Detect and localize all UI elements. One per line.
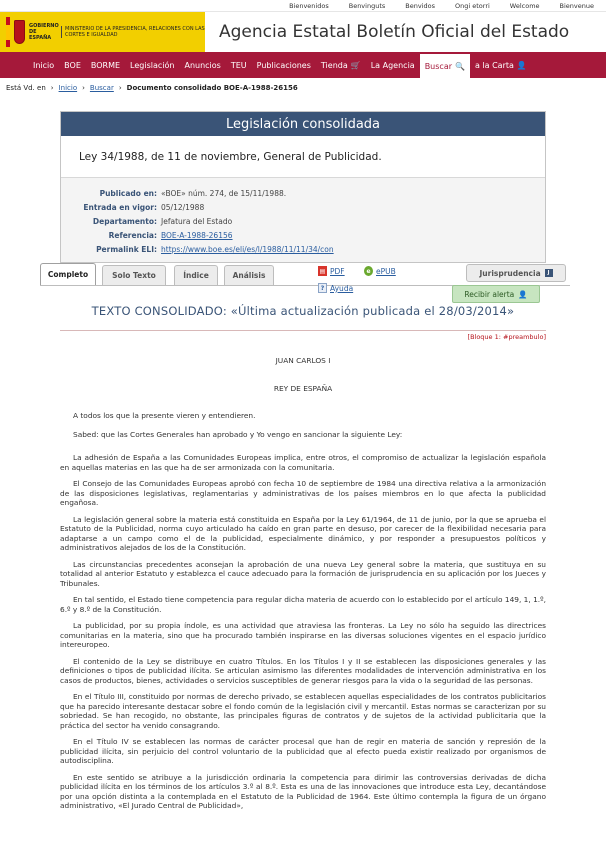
- nav-inicio[interactable]: Inicio: [33, 60, 55, 70]
- search-icon: 🔍: [455, 61, 465, 71]
- lang-fr[interactable]: Bienvenue: [559, 1, 594, 10]
- breadcrumb: [0, 80, 606, 96]
- gobierno-logo[interactable]: [0, 12, 205, 52]
- site-title[interactable]: Agencia Estatal Boletín Oficial del Estado: [219, 22, 570, 42]
- permalink-eli-link[interactable]: https://www.boe.es/eli/es/l/1988/11/11/34/con: [161, 244, 334, 254]
- referencia-link[interactable]: BOE-A-1988-26156: [161, 230, 233, 240]
- body-paragraph: La adhesión de España a las Comunidades Europeas implica, entre otros, el compromiso de actualizar la legislación española en aquellas materias en las que ha de ser armonizada con la comunitaria.: [60, 453, 546, 472]
- lang-en[interactable]: Welcome: [509, 1, 540, 10]
- jurisprudencia-label: Jurisprudencia: [479, 268, 541, 278]
- breadcrumb-buscar[interactable]: Buscar: [89, 84, 114, 92]
- body-paragraph: Las circunstancias precedentes aconsejan la aprobación de una nueva Ley general sobre la materia, que sustituya en su totalidad al anterior Estatuto y establezca el cauce adecuado para la formación de jurisprudencia en su aplicación por los Jueces y Tribunales.: [60, 559, 546, 588]
- pdf-link[interactable]: [318, 266, 345, 276]
- nav-a-la-carta-label: a la Carta: [474, 60, 514, 70]
- body-paragraph: El contenido de la Ley se distribuye en cuatro Títulos. En los Títulos I y II se establecen las disposiciones generales y las definiciones o tipos de publicidad ilícita. Se articulan asimismo las diferentes modalidades de intervención administrativa en los casos de productos, bienes, actividades o servicios susceptibles de generar riesgos para la vida o la seguridad de las personas.: [60, 656, 546, 685]
- epub-icon: e: [364, 266, 373, 276]
- nav-tienda[interactable]: [316, 52, 366, 78]
- body-paragraph: En este sentido se atribuye a la jurisdicción ordinaria la competencia para dirimir las controversias derivadas de dicha publicidad ilícita en los términos de los artículos 3.º al 8.º. Esta es una de las innovaciones que introduce esta Ley, decantándose por una opción distinta a la contemplada en el Estatuto de la Publicidad de 1964. Este último contempla la figura de un órgano administrativo, «El Jurado Central de Publicidad»,: [60, 772, 546, 810]
- recibir-alerta-label: Recibir alerta: [464, 289, 515, 299]
- jurisprudencia-button[interactable]: [466, 264, 566, 282]
- body-paragraph: El Consejo de las Comunidades Europeas aprobó con fecha 10 de septiembre de 1984 una directiva relativa a la armonización de las disposiciones legislativas, reglamentarias y administrativas de los países miembros en lo que afecta la publicidad engañosa.: [60, 479, 546, 507]
- meta-row: [61, 228, 545, 242]
- lang-eu[interactable]: Ongi etorri: [455, 1, 490, 10]
- tab-indice[interactable]: Índice: [174, 265, 218, 285]
- intro-paragraph: A todos los que la presente vieren y entendieren.: [73, 411, 256, 420]
- rey-line: REY DE ESPAÑA: [273, 383, 333, 393]
- meta-label: Permalink ELI:: [96, 244, 157, 254]
- meta-value: [161, 231, 233, 240]
- epub-link[interactable]: [364, 266, 396, 276]
- body-paragraph: En tal sentido, el Estado tiene competencia para regular dicha materia de acuerdo con lo establecido por el artículo 149, 1, 1.º, 6.º y 8.º de la Constitución.: [60, 595, 546, 614]
- ayuda-link[interactable]: [318, 283, 353, 293]
- meta-value: 05/12/1988: [161, 202, 205, 212]
- pdf-link-label[interactable]: PDF: [330, 266, 345, 276]
- meta-value: «BOE» núm. 274, de 15/11/1988.: [161, 188, 287, 198]
- meta-row: [61, 200, 545, 214]
- breadcrumb-prefix: Está Vd. en: [6, 84, 46, 92]
- nav-buscar-label: Buscar: [424, 61, 453, 71]
- nav-teu[interactable]: TEU: [230, 60, 247, 70]
- document-metadata: [61, 178, 545, 262]
- tab-completo[interactable]: Completo: [40, 263, 96, 285]
- cart-icon: 🛒: [350, 60, 361, 70]
- meta-label: Referencia:: [108, 230, 157, 240]
- language-bar: [0, 0, 606, 12]
- chevron-right-icon: ›: [82, 84, 85, 92]
- tab-solo-texto[interactable]: Solo Texto: [102, 265, 166, 285]
- breadcrumb-current: Documento consolidado BOE-A-1988-26156: [126, 84, 298, 92]
- king-line: JUAN CARLOS I: [275, 356, 331, 365]
- meta-value: Jefatura del Estado: [161, 216, 233, 226]
- nav-boe[interactable]: BOE: [64, 60, 81, 70]
- meta-value: [161, 245, 334, 254]
- recibir-alerta-button[interactable]: [452, 285, 540, 303]
- pdf-icon: ▤: [319, 267, 326, 275]
- document-box: [60, 111, 546, 263]
- meta-row: [61, 242, 545, 256]
- meta-row: [61, 186, 545, 200]
- nav-la-agencia[interactable]: La Agencia: [370, 60, 415, 70]
- document-title: Ley 34/1988, de 11 de noviembre, General de Publicidad.: [61, 136, 545, 178]
- nav-anuncios[interactable]: Anuncios: [184, 60, 221, 70]
- nav-a-la-carta[interactable]: [470, 52, 532, 78]
- breadcrumb-inicio[interactable]: Inicio: [58, 84, 78, 92]
- nav-legislacion[interactable]: Legislación: [130, 60, 175, 70]
- help-icon: ?: [318, 283, 327, 293]
- consolidated-text-title: TEXTO CONSOLIDADO: «Última actualización publicada el 28/03/2014»: [91, 304, 515, 318]
- chevron-right-icon: ›: [50, 84, 54, 92]
- main-nav: [0, 52, 606, 78]
- site-header: [0, 12, 606, 52]
- body-paragraph: En el Título IV se establecen las normas de carácter procesal que han de regir en materia de sanción y represión de la publicidad ilícita, sin perjuicio del control voluntario de la publicidad que al efecto pueda existir realizado por organismos de autodisciplina.: [60, 737, 546, 765]
- ministerio-text: MINISTERIO DE LA PRESIDENCIA, RELACIONES CON LAS CORTES E IGUALDAD: [61, 26, 205, 38]
- coat-of-arms-icon: [14, 20, 25, 44]
- nav-borme[interactable]: BORME: [90, 60, 121, 70]
- lang-ca[interactable]: Benvinguts: [348, 1, 386, 10]
- spain-flag-icon: [6, 17, 10, 47]
- body-paragraph: En el Título III, constituido por normas de derecho privado, se establecen aquellas especialidades de los contratos publicitarios que ha parecido interesante destacar sobre el fondo común de la legislación civil y mercantil. Estas normas se caracterizan por su sobriedad. Se han recogido, no obstante, las principales figuras de contratos y de sujetos de la actividad publicitaria que la práctica del sector ha venido consagrando.: [60, 692, 546, 730]
- user-icon: 👤: [518, 289, 528, 299]
- chevron-right-icon: ›: [118, 84, 122, 92]
- nav-tienda-label: Tienda: [320, 60, 348, 70]
- bloque-link[interactable]: [Bloque 1: #preambulo]: [467, 333, 546, 341]
- meta-row: [61, 214, 545, 228]
- epub-link-label[interactable]: ePUB: [376, 266, 396, 276]
- meta-label: Departamento:: [92, 216, 157, 226]
- meta-label: Entrada en vigor:: [83, 202, 157, 212]
- document-body: [60, 356, 546, 818]
- tab-analisis[interactable]: Análisis: [224, 265, 274, 285]
- lang-es[interactable]: Bienvenidos: [289, 1, 329, 10]
- nav-publicaciones[interactable]: Publicaciones: [256, 60, 311, 70]
- nav-buscar[interactable]: [420, 52, 470, 78]
- meta-label: Publicado en:: [99, 188, 157, 198]
- body-paragraph: La legislación general sobre la materia está constituida en España por la Ley 61/1964, de 11 de junio, por la que se aprueba el Estatuto de la Publicidad, norma cuyo articulado ha caído en gran parte en desuso, por carecer de la flexibilidad necesaria para adaptarse a un campo como el de la publicidad, especialmente dinámico, y por responder a presupuestos políticos y administrativos alejados de los de la Constitución.: [60, 514, 546, 552]
- divider: [60, 330, 546, 331]
- jurisprudencia-icon: J: [545, 269, 553, 277]
- intro-paragraph: Sabed: que las Cortes Generales han aprobado y Yo vengo en sancionar la siguiente Ley:: [73, 429, 403, 439]
- body-paragraph: La publicidad, por su propia índole, es una actividad que atraviesa las fronteras. La Ley no sólo ha seguido las directrices comunitarias en la materia, sino que ha procurado también inspirarse en las diversas soluciones vigentes en el espacio jurídico intereuropeo.: [60, 621, 546, 649]
- lang-gl[interactable]: Benvidos: [405, 1, 435, 10]
- section-heading: Legislación consolidada: [61, 112, 545, 136]
- ayuda-link-label[interactable]: Ayuda: [330, 283, 354, 293]
- user-icon: 👤: [516, 60, 527, 70]
- gobierno-text: GOBIERNO DE ESPAÑA: [29, 23, 59, 41]
